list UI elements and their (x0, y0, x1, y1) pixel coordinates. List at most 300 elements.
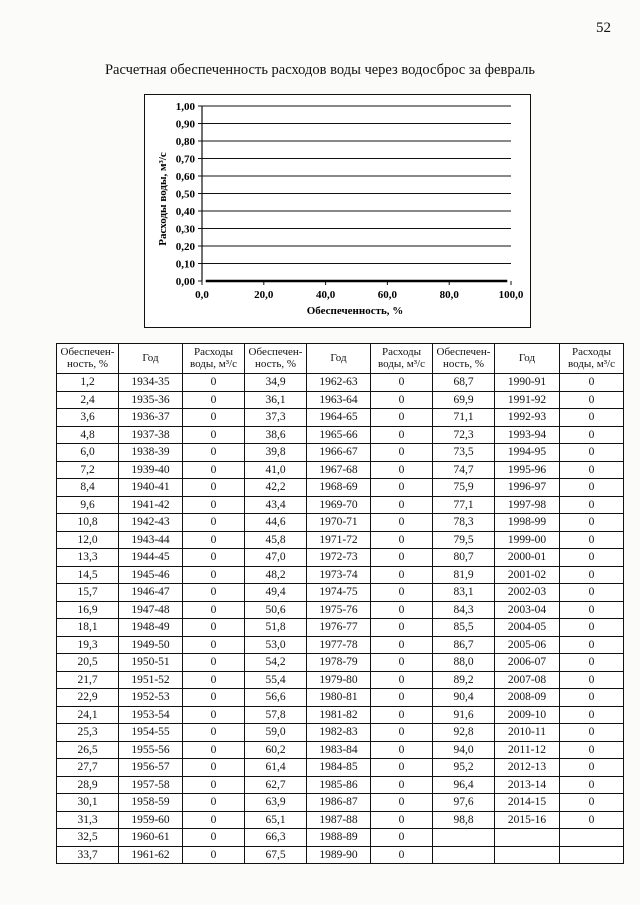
table-cell: 0 (371, 409, 433, 427)
table-cell: 1943-44 (119, 531, 183, 549)
table-cell: 97,6 (433, 794, 495, 812)
table-cell: 1980-81 (307, 689, 371, 707)
table-cell: 1962-63 (307, 374, 371, 392)
table-cell: 0 (560, 479, 624, 497)
table-cell: 0 (560, 409, 624, 427)
table-cell: 49,4 (245, 584, 307, 602)
table-cell: 1964-65 (307, 409, 371, 427)
table-cell: 1966-67 (307, 444, 371, 462)
table-cell: 1956-57 (119, 759, 183, 777)
table-cell: 0 (183, 374, 245, 392)
table-cell: 0 (183, 829, 245, 847)
page-number: 52 (596, 20, 611, 36)
table-row (57, 811, 624, 829)
x-tick-label: 40,0 (315, 289, 336, 301)
table-cell: 57,8 (245, 706, 307, 724)
table-cell: 34,9 (245, 374, 307, 392)
table-cell: 2013-14 (495, 776, 560, 794)
table-cell: 27,7 (57, 759, 119, 777)
table-cell: 0 (560, 794, 624, 812)
table-cell: 79,5 (433, 531, 495, 549)
table-cell: 10,8 (57, 514, 119, 532)
y-tick-label: 0,60 (175, 171, 195, 183)
table-cell: 43,4 (245, 496, 307, 514)
table-cell: 0 (371, 636, 433, 654)
table-row (57, 566, 624, 584)
table-cell: 0 (371, 426, 433, 444)
table-cell: 0 (371, 724, 433, 742)
table-cell: 0 (560, 444, 624, 462)
table-cell: 32,5 (57, 829, 119, 847)
table-cell: 2,4 (57, 391, 119, 409)
table-cell: 48,2 (245, 566, 307, 584)
x-tick-label: 20,0 (254, 289, 274, 301)
table-cell (560, 846, 624, 864)
table-cell: 0 (560, 741, 624, 759)
table-cell: 1955-56 (119, 741, 183, 759)
table-cell: 1961-62 (119, 846, 183, 864)
table-cell: 0 (371, 671, 433, 689)
table-cell: 0 (183, 741, 245, 759)
table-cell: 1979-80 (307, 671, 371, 689)
table-cell: 51,8 (245, 619, 307, 637)
table-cell: 0 (183, 584, 245, 602)
table-cell: 2002-03 (495, 584, 560, 602)
table-cell: 2004-05 (495, 619, 560, 637)
table-cell: 0 (560, 461, 624, 479)
table-cell: 0 (560, 706, 624, 724)
x-tick-label: 80,0 (439, 289, 459, 301)
table-cell: 0 (371, 846, 433, 864)
table-cell: 2005-06 (495, 636, 560, 654)
table-cell: 1954-55 (119, 724, 183, 742)
table-row (57, 391, 624, 409)
x-tick-label: 60,0 (377, 289, 398, 301)
table-cell: 0 (371, 794, 433, 812)
table-cell: 1982-83 (307, 724, 371, 742)
table-cell: 1976-77 (307, 619, 371, 637)
table-cell: 9,6 (57, 496, 119, 514)
table-cell: 19,3 (57, 636, 119, 654)
table-cell: 0 (183, 601, 245, 619)
table-cell: 98,8 (433, 811, 495, 829)
table-row (57, 426, 624, 444)
table-cell: 0 (371, 741, 433, 759)
table-cell: 1957-58 (119, 776, 183, 794)
table-cell: 16,9 (57, 601, 119, 619)
table-cell: 30,1 (57, 794, 119, 812)
table-cell: 0 (183, 531, 245, 549)
table-cell: 1995-96 (495, 461, 560, 479)
table-cell: 1949-50 (119, 636, 183, 654)
chart-title: Расчетная обеспеченность расходов воды через водосброс за февраль (104, 62, 535, 78)
table-cell: 84,3 (433, 601, 495, 619)
column-header: Год (307, 344, 371, 374)
table-cell: 1951-52 (119, 671, 183, 689)
column-header: Расходы воды, м³/с (371, 344, 433, 374)
table-cell: 22,9 (57, 689, 119, 707)
table-cell: 89,2 (433, 671, 495, 689)
table-cell: 1996-97 (495, 479, 560, 497)
table-cell: 0 (183, 724, 245, 742)
y-tick-label: 0,90 (175, 118, 195, 131)
table-cell: 0 (371, 444, 433, 462)
table-cell: 45,8 (245, 531, 307, 549)
x-tick-label: 100,0 (498, 289, 524, 301)
table-row (57, 584, 624, 602)
table-cell: 1960-61 (119, 829, 183, 847)
table-cell: 65,1 (245, 811, 307, 829)
table-cell: 1981-82 (307, 706, 371, 724)
table-cell: 0 (371, 689, 433, 707)
table-cell: 2003-04 (495, 601, 560, 619)
table-row (57, 496, 624, 514)
table-row (57, 689, 624, 707)
table-cell: 1,2 (57, 374, 119, 392)
table-cell: 1973-74 (307, 566, 371, 584)
table-row (57, 706, 624, 724)
table-row (57, 654, 624, 672)
table-cell: 0 (371, 461, 433, 479)
table-cell: 0 (560, 496, 624, 514)
table-cell: 2008-09 (495, 689, 560, 707)
table-cell: 1987-88 (307, 811, 371, 829)
table-cell: 0 (560, 374, 624, 392)
x-axis-label: Обеспеченность, % (306, 305, 404, 317)
table-cell: 0 (183, 391, 245, 409)
table-row (57, 741, 624, 759)
table-cell: 1947-48 (119, 601, 183, 619)
table-cell (495, 846, 560, 864)
table-cell: 71,1 (433, 409, 495, 427)
table-cell: 44,6 (245, 514, 307, 532)
table-row (57, 619, 624, 637)
y-tick-label: 0,80 (175, 136, 195, 148)
table-cell: 0 (371, 374, 433, 392)
table-cell: 0 (560, 426, 624, 444)
table-cell: 2012-13 (495, 759, 560, 777)
table-cell: 0 (371, 391, 433, 409)
table-cell: 12,0 (57, 531, 119, 549)
table-row (57, 776, 624, 794)
table-cell: 1940-41 (119, 479, 183, 497)
table-row (57, 444, 624, 462)
table-cell: 18,1 (57, 619, 119, 637)
table-row (57, 759, 624, 777)
table-cell: 0 (183, 619, 245, 637)
table-cell: 1963-64 (307, 391, 371, 409)
table-cell: 1978-79 (307, 654, 371, 672)
table-cell: 1989-90 (307, 846, 371, 864)
table-cell: 1997-98 (495, 496, 560, 514)
table-cell: 0 (183, 671, 245, 689)
y-tick-label: 0,50 (175, 188, 195, 201)
table-cell: 1950-51 (119, 654, 183, 672)
table-cell: 50,6 (245, 601, 307, 619)
table-cell: 0 (560, 689, 624, 707)
table-cell: 0 (560, 584, 624, 602)
table-cell (433, 829, 495, 847)
table-cell: 56,6 (245, 689, 307, 707)
table-cell: 0 (371, 514, 433, 532)
table-cell: 0 (183, 706, 245, 724)
data-table (56, 343, 624, 864)
table-cell: 26,5 (57, 741, 119, 759)
table-cell: 1985-86 (307, 776, 371, 794)
table-cell: 1999-00 (495, 531, 560, 549)
table-cell: 2015-16 (495, 811, 560, 829)
table-cell: 1946-47 (119, 584, 183, 602)
column-header: Обеспечен-ность, % (57, 344, 119, 374)
column-header: Обеспечен-ность, % (245, 344, 307, 374)
table-cell: 1952-53 (119, 689, 183, 707)
table-cell: 1990-91 (495, 374, 560, 392)
table-row (57, 479, 624, 497)
table-cell (560, 829, 624, 847)
table-row (57, 794, 624, 812)
table-cell: 0 (183, 549, 245, 567)
table-row (57, 601, 624, 619)
table-cell: 0 (560, 601, 624, 619)
table-cell: 1938-39 (119, 444, 183, 462)
column-header: Расходы воды, м³/с (560, 344, 624, 374)
table-cell: 0 (183, 811, 245, 829)
y-tick-label: 0,70 (175, 153, 195, 166)
y-tick-label: 0,30 (175, 223, 195, 236)
table-cell: 1974-75 (307, 584, 371, 602)
table-cell: 68,7 (433, 374, 495, 392)
table-body (57, 374, 624, 864)
table-cell: 0 (560, 531, 624, 549)
table-cell: 1983-84 (307, 741, 371, 759)
table-cell: 2001-02 (495, 566, 560, 584)
table-cell: 31,3 (57, 811, 119, 829)
table-cell: 15,7 (57, 584, 119, 602)
table-cell: 0 (183, 794, 245, 812)
table-cell: 0 (183, 566, 245, 584)
table-cell: 62,7 (245, 776, 307, 794)
table-cell: 36,1 (245, 391, 307, 409)
table-cell: 0 (560, 811, 624, 829)
table-cell: 0 (183, 776, 245, 794)
table-cell: 0 (371, 584, 433, 602)
table-row (57, 636, 624, 654)
table-cell: 1965-66 (307, 426, 371, 444)
table-cell: 77,1 (433, 496, 495, 514)
table-cell: 1984-85 (307, 759, 371, 777)
table-row (57, 829, 624, 847)
table-cell: 28,9 (57, 776, 119, 794)
y-axis-label: Расходы воды, м³/с (157, 152, 169, 246)
table-cell: 1935-36 (119, 391, 183, 409)
table-cell: 60,2 (245, 741, 307, 759)
table-cell: 0 (560, 724, 624, 742)
table-cell: 88,0 (433, 654, 495, 672)
table-cell: 2010-11 (495, 724, 560, 742)
table-cell: 1977-78 (307, 636, 371, 654)
column-header: Расходы воды, м³/с (183, 344, 245, 374)
table-row (57, 846, 624, 864)
table-cell: 0 (371, 566, 433, 584)
table-cell: 0 (371, 654, 433, 672)
table-cell: 1967-68 (307, 461, 371, 479)
table-row (57, 671, 624, 689)
table-cell: 1992-93 (495, 409, 560, 427)
table-cell: 0 (560, 654, 624, 672)
table-cell: 1941-42 (119, 496, 183, 514)
table-cell: 2014-15 (495, 794, 560, 812)
table-cell: 2009-10 (495, 706, 560, 724)
table-cell: 0 (183, 479, 245, 497)
table-cell: 0 (371, 776, 433, 794)
table-cell: 78,3 (433, 514, 495, 532)
table-cell: 90,4 (433, 689, 495, 707)
table-cell: 1959-60 (119, 811, 183, 829)
table-cell: 0 (560, 391, 624, 409)
table-row (57, 461, 624, 479)
table-cell: 41,0 (245, 461, 307, 479)
table-row (57, 531, 624, 549)
table-cell: 7,2 (57, 461, 119, 479)
table-cell: 1994-95 (495, 444, 560, 462)
table-cell: 0 (371, 619, 433, 637)
table-cell: 0 (183, 846, 245, 864)
table-cell (495, 829, 560, 847)
table-cell: 0 (371, 531, 433, 549)
table-cell: 1944-45 (119, 549, 183, 567)
table-cell: 0 (560, 759, 624, 777)
table-cell: 69,9 (433, 391, 495, 409)
table-cell: 21,7 (57, 671, 119, 689)
table-cell: 0 (183, 514, 245, 532)
table-row (57, 514, 624, 532)
table-cell: 91,6 (433, 706, 495, 724)
x-tick-label: 0,0 (195, 289, 209, 301)
table-cell: 72,3 (433, 426, 495, 444)
table-cell: 1970-71 (307, 514, 371, 532)
table-cell: 1968-69 (307, 479, 371, 497)
table-header-row (57, 344, 624, 374)
table-row (57, 549, 624, 567)
table-cell: 0 (371, 829, 433, 847)
table-cell: 1971-72 (307, 531, 371, 549)
table-cell: 0 (371, 549, 433, 567)
table-cell: 3,6 (57, 409, 119, 427)
table-cell: 2011-12 (495, 741, 560, 759)
table-cell: 1998-99 (495, 514, 560, 532)
y-tick-label: 0,10 (175, 258, 195, 271)
table-cell: 1991-92 (495, 391, 560, 409)
table-cell: 4,8 (57, 426, 119, 444)
table-cell: 0 (560, 776, 624, 794)
table-cell: 25,3 (57, 724, 119, 742)
table-cell: 0 (183, 654, 245, 672)
table-cell: 1948-49 (119, 619, 183, 637)
table-cell: 0 (560, 566, 624, 584)
table-cell: 42,2 (245, 479, 307, 497)
column-header: Обеспечен-ность, % (433, 344, 495, 374)
table-cell: 1942-43 (119, 514, 183, 532)
table-cell: 85,5 (433, 619, 495, 637)
table-cell: 92,8 (433, 724, 495, 742)
table-cell: 67,5 (245, 846, 307, 864)
table-cell: 0 (183, 636, 245, 654)
column-header: Год (119, 344, 183, 374)
table-cell: 39,8 (245, 444, 307, 462)
table-cell: 81,9 (433, 566, 495, 584)
table-cell: 53,0 (245, 636, 307, 654)
table-cell: 2000-01 (495, 549, 560, 567)
table-cell: 1969-70 (307, 496, 371, 514)
table-cell: 1953-54 (119, 706, 183, 724)
table-cell: 1937-38 (119, 426, 183, 444)
table-cell: 1945-46 (119, 566, 183, 584)
y-tick-label: 1,00 (175, 101, 195, 113)
table-cell: 80,7 (433, 549, 495, 567)
y-tick-label: 0,40 (175, 206, 195, 218)
table-cell: 37,3 (245, 409, 307, 427)
table-cell: 2006-07 (495, 654, 560, 672)
table-cell: 8,4 (57, 479, 119, 497)
table-cell: 1993-94 (495, 426, 560, 444)
y-tick-label: 0,20 (175, 241, 195, 253)
table-cell: 0 (371, 759, 433, 777)
table-cell: 1939-40 (119, 461, 183, 479)
column-header: Год (495, 344, 560, 374)
table-cell: 0 (183, 689, 245, 707)
table-row (57, 374, 624, 392)
table-cell: 13,3 (57, 549, 119, 567)
table-cell: 0 (560, 619, 624, 637)
table-cell: 47,0 (245, 549, 307, 567)
table-cell: 6,0 (57, 444, 119, 462)
table-cell: 20,5 (57, 654, 119, 672)
table-cell: 54,2 (245, 654, 307, 672)
chart-svg (145, 95, 530, 327)
table-cell: 38,6 (245, 426, 307, 444)
table-cell: 75,9 (433, 479, 495, 497)
table-cell: 1934-35 (119, 374, 183, 392)
table-cell: 1988-89 (307, 829, 371, 847)
table-cell: 86,7 (433, 636, 495, 654)
table-cell: 63,9 (245, 794, 307, 812)
table-cell: 0 (371, 479, 433, 497)
table-cell: 61,4 (245, 759, 307, 777)
table-cell: 66,3 (245, 829, 307, 847)
table-cell: 0 (371, 811, 433, 829)
table-cell: 2007-08 (495, 671, 560, 689)
table-cell: 1975-76 (307, 601, 371, 619)
table-cell: 55,4 (245, 671, 307, 689)
table-cell: 1936-37 (119, 409, 183, 427)
table-cell: 0 (560, 636, 624, 654)
table-cell: 33,7 (57, 846, 119, 864)
table-cell: 0 (560, 514, 624, 532)
table-row (57, 724, 624, 742)
table-cell: 14,5 (57, 566, 119, 584)
table-cell: 0 (371, 706, 433, 724)
table-cell: 0 (183, 426, 245, 444)
y-tick-label: 0,00 (175, 276, 195, 288)
table-cell: 0 (183, 444, 245, 462)
table-cell: 94,0 (433, 741, 495, 759)
table-cell: 73,5 (433, 444, 495, 462)
table-cell: 96,4 (433, 776, 495, 794)
table-cell: 0 (183, 461, 245, 479)
table-cell: 59,0 (245, 724, 307, 742)
table-cell: 1986-87 (307, 794, 371, 812)
table-cell: 74,7 (433, 461, 495, 479)
